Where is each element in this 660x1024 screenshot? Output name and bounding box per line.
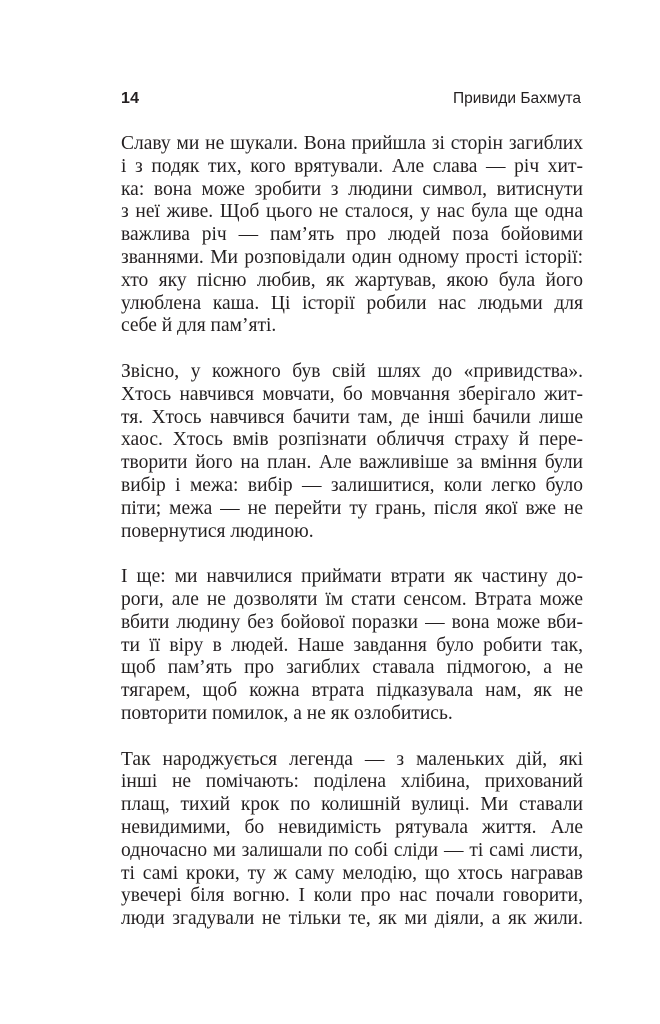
text-line: ти її віру в людей. Наше завдання було робити так, xyxy=(121,634,583,656)
text-line: тя. Хтось навчився бачити там, де інші бачили лише xyxy=(121,406,583,428)
text-line: званнями. Ми розповідали один одному прості історії: xyxy=(121,246,583,268)
text-line: піти; межа — не перейти ту грань, після якої вже не xyxy=(121,497,583,519)
text-line: хаос. Хтось вмів розпізнати обличчя страху й пере- xyxy=(121,429,583,451)
book-title: Привиди Бахмута xyxy=(453,90,581,107)
paragraph-4 xyxy=(121,749,583,931)
paragraph-3 xyxy=(121,566,583,726)
text-line: роги, але не дозволяти їм стати сенсом. Втрата може xyxy=(121,588,583,610)
text-line: тягарем, щоб кожна втрата підказувала нам, як не xyxy=(121,680,583,702)
text-line: ті самі кроки, ту ж саму мелодію, що хтось награвав xyxy=(121,862,583,884)
text-line: щоб пам’ять про загиблих ставала підмогою, а не xyxy=(121,657,583,679)
text-line: важлива річ — пам’ять про людей поза бойовими xyxy=(121,224,583,246)
text-line: вбити людину без бойової поразки — вона може вби- xyxy=(121,611,583,633)
text-line: І ще: ми навчилися приймати втрати як частину до- xyxy=(121,566,583,588)
text-line: увечері біля вогню. І коли про нас почали говорити, xyxy=(121,885,583,907)
text-line: Славу ми не шукали. Вона прийшла зі сторін загиблих xyxy=(121,133,583,154)
text-line: плащ, тихий крок по колишній вулиці. Ми ставали xyxy=(121,794,583,816)
text-line: творити його на план. Але важливіше за вміння були xyxy=(121,452,583,474)
text-line: інші не помічають: поділена хлібина, прихований xyxy=(121,771,583,793)
text-line: з неї живе. Щоб цього не сталося, у нас була ще одна xyxy=(121,201,583,223)
text-line: невидимими, бо невидимість рятувала життя. Але xyxy=(121,816,583,838)
text-line: одночасно ми залишали по собі сліди — ті самі листи, xyxy=(121,839,583,861)
text-line: люди згадували не тільки те, як ми діяли, а як жили. xyxy=(121,908,583,930)
text-line: себе й для пам’яті. xyxy=(121,315,277,337)
text-line: улюблена каша. Ці історії робили нас людьми для xyxy=(121,292,583,314)
running-head xyxy=(121,89,581,113)
text-line: хто яку пісню любив, як жартував, якою була його xyxy=(121,269,583,291)
text-line: Хтось навчився мовчати, бо мовчання зберігало жит- xyxy=(121,383,583,405)
text-line: повернутися людиною. xyxy=(121,520,314,542)
text-line: Так народжується легенда — з маленьких дій, які xyxy=(121,748,583,770)
text-line: ка: вона може зробити з людини символ, витиснути xyxy=(121,178,583,200)
text-line: і з подяк тих, кого врятували. Але слава — річ хит- xyxy=(121,155,583,177)
body-text xyxy=(121,133,583,954)
paragraph-1 xyxy=(121,133,583,338)
text-line: повторити помилок, а не як озлобитись. xyxy=(121,702,453,724)
paragraph-2 xyxy=(121,361,583,543)
page-number: 14 xyxy=(121,90,140,107)
text-line: вибір і межа: вибір — залишитися, коли легко було xyxy=(121,474,583,496)
text-line: Звісно, у кожного був свій шлях до «привидства». xyxy=(121,360,583,382)
